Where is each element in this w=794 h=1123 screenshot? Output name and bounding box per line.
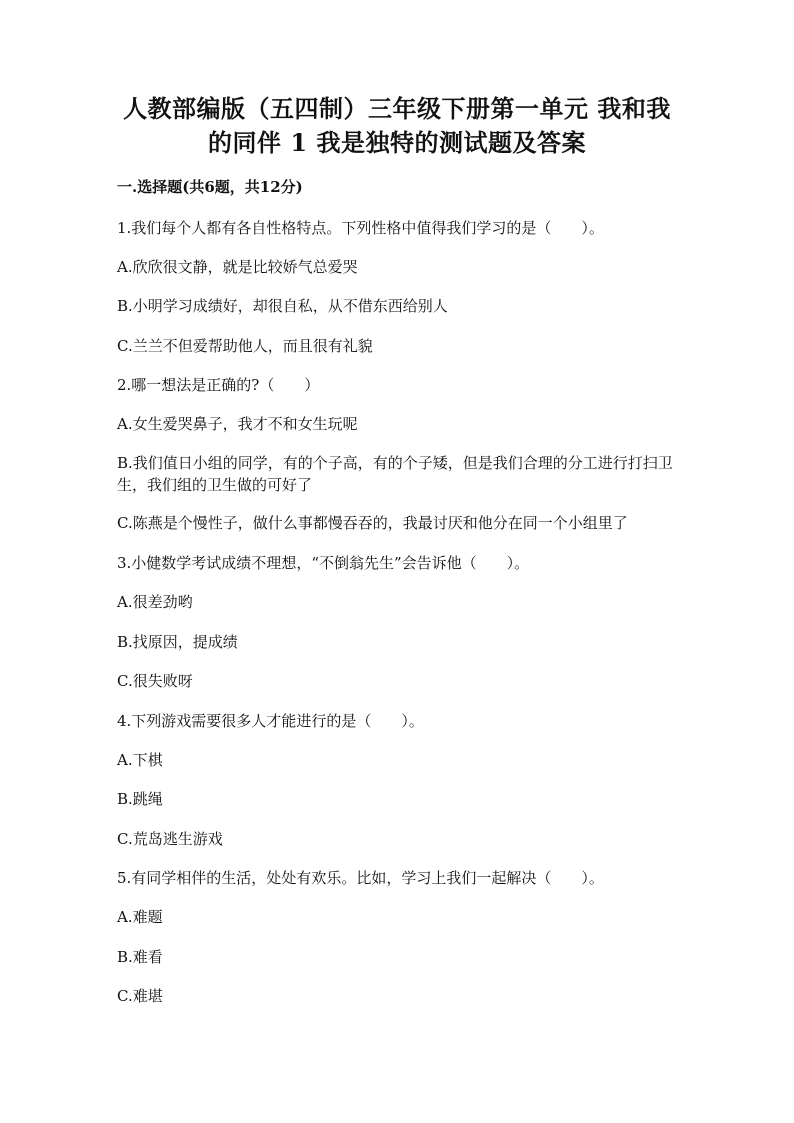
question-2-stem: 2.哪一想法是正确的?（ ） (117, 376, 320, 394)
question-4-option-a: A.下棋 (117, 751, 163, 769)
question-4-option-b: B.跳绳 (117, 790, 163, 808)
question-1-stem: 1.我们每个人都有各自性格特点。下列性格中值得我们学习的是（ ）。 (117, 219, 604, 237)
question-1-option-c: C.兰兰不但爱帮助他人，而且很有礼貌 (117, 337, 373, 355)
question-1-option-a: A.欣欣很文静，就是比较娇气总爱哭 (117, 258, 358, 276)
question-3-option-a: A.很差劲哟 (117, 593, 193, 611)
question-1-option-b: B.小明学习成绩好，却很自私，从不借东西给别人 (117, 297, 448, 315)
question-5-option-b: B.难看 (117, 948, 163, 966)
question-4-stem: 4.下列游戏需要很多人才能进行的是（ ）。 (117, 712, 424, 730)
question-2-option-c: C.陈燕是个慢性子，做什么事都慢吞吞的，我最讨厌和他分在同一个小组里了 (117, 514, 628, 532)
title-line-2: 的同伴 1 我是独特的测试题及答案 (208, 128, 586, 157)
question-3-stem: 3.小健数学考试成绩不理想，“不倒翁先生”会告诉他（ ）。 (117, 554, 530, 572)
question-5-option-c: C.难堪 (117, 987, 163, 1005)
question-5-option-a: A.难题 (117, 908, 163, 926)
question-4-option-c: C.荒岛逃生游戏 (117, 830, 223, 848)
question-2-option-b: B.我们值日小组的同学，有的个子高，有的个子矮，但是我们合理的分工进行打扫卫生，我们组的卫生做的可好了 (117, 454, 673, 494)
section-heading: 一.选择题(共6题，共12分) (117, 178, 303, 196)
document-title (100, 92, 694, 160)
question-5-stem: 5.有同学相伴的生活，处处有欢乐。比如，学习上我们一起解决（ ）。 (117, 869, 604, 887)
question-2-option-a: A.女生爱哭鼻子，我才不和女生玩呢 (117, 415, 358, 433)
question-3-option-b: B.找原因，提成绩 (117, 633, 238, 651)
question-3-option-c: C.很失败呀 (117, 672, 193, 690)
title-line-1: 人教部编版（五四制）三年级下册第一单元 我和我 (123, 94, 671, 123)
